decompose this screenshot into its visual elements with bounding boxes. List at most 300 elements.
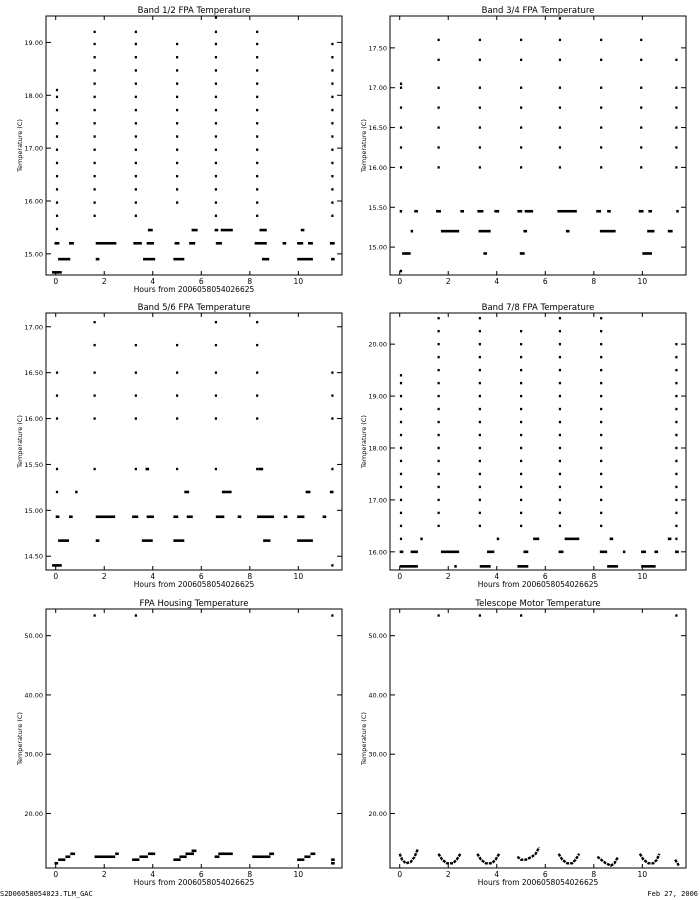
data-point: [520, 166, 522, 168]
data-run: [331, 858, 335, 861]
data-run: [297, 858, 304, 861]
data-point: [600, 369, 602, 371]
data-point: [94, 82, 96, 84]
data-point: [94, 43, 96, 45]
x-tick-label: 6: [542, 572, 548, 581]
data-point: [479, 499, 481, 501]
data-point: [56, 417, 58, 419]
data-run: [441, 551, 459, 554]
y-tick-label: 19.00: [24, 38, 43, 47]
data-run: [639, 210, 644, 213]
data-point: [256, 371, 258, 373]
y-tick-label: 16.00: [24, 415, 43, 424]
data-point: [600, 330, 602, 332]
data-point: [600, 525, 602, 527]
chart-panel-4: [360, 303, 686, 589]
data-point: [438, 447, 440, 449]
data-point: [56, 135, 58, 137]
data-run: [54, 862, 58, 865]
data-run: [600, 551, 607, 554]
data-point: [135, 31, 137, 33]
data-point: [135, 96, 137, 98]
data-point: [600, 126, 602, 128]
data-point: [56, 188, 58, 190]
data-point: [400, 486, 402, 488]
data-point: [256, 417, 258, 419]
data-point: [400, 146, 402, 148]
data-point: [135, 394, 137, 396]
data-point: [520, 356, 522, 358]
data-run: [520, 252, 525, 255]
data-point: [331, 82, 333, 84]
data-point: [400, 421, 402, 423]
data-point: [559, 512, 561, 514]
data-run: [173, 258, 184, 261]
data-run: [65, 855, 70, 858]
data-point: [56, 215, 58, 217]
data-point: [135, 56, 137, 58]
data-point: [559, 486, 561, 488]
data-point: [135, 188, 137, 190]
x-tick-label: 2: [101, 572, 107, 581]
data-point: [520, 395, 522, 397]
x-tick-label: 8: [247, 572, 253, 581]
data-curve: [439, 854, 461, 864]
data-point: [438, 525, 440, 527]
data-point: [215, 175, 217, 177]
y-tick-label: 20.00: [368, 340, 387, 349]
data-run: [420, 538, 422, 541]
x-axis-label: Hours from 2006058054026625: [477, 878, 599, 887]
data-run: [216, 242, 222, 245]
data-point: [135, 175, 137, 177]
data-point: [400, 499, 402, 501]
data-point: [438, 126, 440, 128]
data-point: [135, 215, 137, 217]
data-point: [438, 87, 440, 89]
data-run: [269, 852, 274, 855]
data-run: [54, 242, 59, 245]
data-run: [70, 852, 75, 855]
data-run: [411, 230, 413, 233]
data-point: [520, 59, 522, 61]
data-run: [557, 210, 576, 213]
data-point: [331, 614, 333, 616]
y-tick-label: 15.50: [368, 203, 387, 212]
data-point: [256, 69, 258, 71]
data-point: [438, 614, 440, 616]
data-point: [400, 473, 402, 475]
data-point: [176, 82, 178, 84]
data-point: [400, 83, 402, 85]
y-tick-label: 40.00: [24, 691, 43, 700]
data-point: [331, 149, 333, 151]
data-point: [215, 417, 217, 419]
chart-panel-1: [16, 6, 342, 294]
x-tick-label: 6: [198, 870, 204, 879]
data-run: [142, 539, 153, 542]
data-run: [216, 515, 224, 518]
data-point: [559, 330, 561, 332]
data-point: [94, 135, 96, 137]
data-point: [215, 122, 217, 124]
data-point: [94, 96, 96, 98]
data-point: [520, 512, 522, 514]
data-point: [215, 31, 217, 33]
x-tick-label: 0: [397, 870, 403, 879]
data-point: [56, 175, 58, 177]
y-tick-label: 15.00: [24, 506, 43, 515]
data-run: [184, 491, 189, 494]
data-run: [523, 551, 528, 554]
data-point: [94, 394, 96, 396]
data-point: [215, 321, 217, 323]
data-point: [600, 106, 602, 108]
x-tick-label: 4: [150, 277, 156, 286]
data-point: [135, 201, 137, 203]
data-point: [215, 96, 217, 98]
data-run: [69, 242, 74, 245]
data-point: [559, 317, 561, 319]
data-run: [533, 538, 539, 541]
x-axis-label: Hours from 2006058054026625: [133, 580, 255, 589]
data-point: [640, 39, 642, 41]
data-point: [94, 201, 96, 203]
data-point: [256, 162, 258, 164]
data-run: [189, 242, 195, 245]
data-point: [331, 69, 333, 71]
data-point: [256, 321, 258, 323]
data-point: [559, 356, 561, 358]
data-run: [330, 491, 334, 494]
data-point: [176, 344, 178, 346]
data-point: [559, 434, 561, 436]
data-run: [517, 565, 528, 568]
chart-panel-2: [360, 6, 686, 286]
data-point: [675, 447, 677, 449]
data-point: [640, 146, 642, 148]
data-point: [94, 614, 96, 616]
data-point: [438, 499, 440, 501]
data-point: [479, 317, 481, 319]
data-point: [215, 188, 217, 190]
x-tick-label: 0: [53, 870, 59, 879]
y-axis-label: Temperature (C): [16, 415, 24, 468]
y-tick-label: 15.50: [24, 460, 43, 469]
data-point: [520, 146, 522, 148]
data-point: [215, 69, 217, 71]
data-point: [675, 382, 677, 384]
data-run: [69, 515, 73, 518]
data-point: [559, 17, 561, 19]
data-point: [675, 59, 677, 61]
data-point: [479, 395, 481, 397]
y-tick-label: 14.50: [24, 552, 43, 561]
data-point: [331, 394, 333, 396]
data-run: [255, 242, 267, 245]
data-run: [331, 258, 335, 261]
data-point: [438, 59, 440, 61]
data-point: [559, 395, 561, 397]
y-tick-label: 17.00: [368, 84, 387, 93]
y-tick-label: 16.50: [368, 124, 387, 133]
data-point: [256, 31, 258, 33]
data-point: [559, 525, 561, 527]
y-axis-label: Temperature (C): [360, 415, 368, 468]
data-point: [331, 564, 333, 566]
data-point: [135, 417, 137, 419]
data-run: [173, 858, 180, 861]
data-point: [135, 122, 137, 124]
data-point: [520, 126, 522, 128]
data-point: [56, 89, 58, 91]
data-point: [600, 39, 602, 41]
data-run: [441, 230, 459, 233]
y-axis-label: Temperature (C): [360, 119, 368, 172]
data-point: [559, 460, 561, 462]
data-run: [517, 210, 522, 213]
x-tick-label: 10: [293, 277, 304, 286]
data-point: [479, 382, 481, 384]
data-point: [176, 468, 178, 470]
y-tick-label: 18.00: [24, 91, 43, 100]
data-point: [479, 525, 481, 527]
data-point: [438, 486, 440, 488]
data-point: [600, 317, 602, 319]
chart-panel-3: [16, 303, 342, 589]
x-tick-label: 0: [397, 277, 403, 286]
data-point: [479, 356, 481, 358]
x-tick-label: 2: [445, 870, 451, 879]
plot-frame: [390, 609, 686, 868]
data-point: [520, 106, 522, 108]
chart-title: Band 3/4 FPA Temperature: [481, 6, 595, 16]
data-run: [411, 551, 418, 554]
data-run: [675, 551, 679, 554]
data-run: [596, 210, 601, 213]
data-run: [668, 538, 672, 541]
data-point: [675, 126, 677, 128]
data-point: [438, 39, 440, 41]
data-run: [641, 565, 656, 568]
y-tick-label: 16.00: [368, 548, 387, 557]
data-point: [331, 417, 333, 419]
data-point: [520, 330, 522, 332]
data-point: [675, 538, 677, 540]
data-point: [479, 330, 481, 332]
data-point: [94, 188, 96, 190]
data-point: [94, 417, 96, 419]
y-tick-label: 17.00: [368, 496, 387, 505]
data-run: [642, 252, 652, 255]
data-point: [331, 109, 333, 111]
data-point: [479, 434, 481, 436]
data-point: [520, 614, 522, 616]
data-point: [135, 468, 137, 470]
data-point: [56, 394, 58, 396]
data-run: [96, 539, 100, 542]
data-point: [215, 468, 217, 470]
y-tick-label: 16.50: [24, 369, 43, 378]
data-run: [647, 230, 654, 233]
data-point: [520, 343, 522, 345]
data-point: [400, 126, 402, 128]
data-point: [559, 447, 561, 449]
data-point: [559, 146, 561, 148]
data-point: [176, 417, 178, 419]
data-point: [94, 162, 96, 164]
x-tick-label: 6: [542, 870, 548, 879]
data-run: [323, 515, 327, 518]
data-point: [640, 166, 642, 168]
data-point: [600, 434, 602, 436]
data-point: [600, 87, 602, 89]
x-tick-label: 8: [591, 277, 597, 286]
data-point: [135, 82, 137, 84]
data-run: [668, 230, 673, 233]
data-point: [479, 166, 481, 168]
data-point: [675, 460, 677, 462]
data-point: [331, 162, 333, 164]
data-run: [133, 242, 141, 245]
data-point: [675, 512, 677, 514]
data-point: [94, 321, 96, 323]
data-point: [520, 434, 522, 436]
data-run: [306, 491, 311, 494]
y-tick-label: 17.00: [24, 144, 43, 153]
x-tick-label: 8: [591, 870, 597, 879]
data-point: [675, 525, 677, 527]
data-point: [56, 122, 58, 124]
data-point: [479, 369, 481, 371]
data-run: [283, 242, 287, 245]
data-run: [147, 242, 154, 245]
x-tick-label: 0: [53, 277, 59, 286]
data-run: [559, 551, 564, 554]
data-run: [238, 515, 242, 518]
data-run: [192, 229, 198, 232]
data-point: [675, 408, 677, 410]
data-point: [600, 395, 602, 397]
data-point: [400, 374, 402, 376]
footer-date: Feb 27, 2006: [647, 890, 698, 898]
data-point: [56, 491, 58, 493]
data-run: [297, 258, 313, 261]
data-point: [520, 525, 522, 527]
data-point: [215, 16, 217, 18]
data-point: [438, 408, 440, 410]
data-point: [215, 109, 217, 111]
data-point: [520, 382, 522, 384]
data-point: [520, 447, 522, 449]
data-point: [176, 188, 178, 190]
data-curve: [559, 854, 580, 864]
data-run: [75, 491, 77, 494]
x-tick-label: 2: [101, 277, 107, 286]
data-point: [675, 395, 677, 397]
data-point: [479, 447, 481, 449]
data-point: [479, 87, 481, 89]
data-run: [400, 210, 402, 213]
data-run: [222, 491, 232, 494]
data-point: [176, 201, 178, 203]
data-run: [56, 515, 60, 518]
data-curve: [400, 849, 418, 863]
x-tick-label: 6: [198, 572, 204, 581]
data-point: [331, 96, 333, 98]
data-point: [479, 59, 481, 61]
data-run: [525, 210, 533, 213]
data-point: [438, 434, 440, 436]
data-point: [479, 486, 481, 488]
data-run: [132, 515, 138, 518]
data-point: [176, 96, 178, 98]
data-point: [559, 126, 561, 128]
data-point: [640, 126, 642, 128]
data-point: [559, 382, 561, 384]
data-run: [297, 515, 304, 518]
data-point: [331, 56, 333, 58]
y-tick-label: 50.00: [24, 632, 43, 641]
data-point: [400, 538, 402, 540]
data-point: [675, 434, 677, 436]
data-point: [176, 69, 178, 71]
y-tick-label: 40.00: [368, 691, 387, 700]
data-point: [438, 166, 440, 168]
data-point: [675, 87, 677, 89]
data-point: [56, 468, 58, 470]
chart-title: Band 1/2 FPA Temperature: [137, 6, 251, 16]
data-point: [176, 162, 178, 164]
data-point: [438, 330, 440, 332]
y-tick-label: 30.00: [368, 750, 387, 759]
data-point: [559, 166, 561, 168]
data-point: [438, 473, 440, 475]
data-point: [400, 166, 402, 168]
data-point: [176, 149, 178, 151]
x-tick-label: 8: [247, 870, 253, 879]
data-run: [175, 242, 180, 245]
data-run: [284, 515, 288, 518]
data-run: [260, 229, 267, 232]
data-point: [438, 317, 440, 319]
data-point: [438, 356, 440, 358]
data-run: [297, 539, 313, 542]
data-point: [400, 408, 402, 410]
data-point: [479, 460, 481, 462]
data-point: [400, 87, 402, 89]
data-point: [56, 149, 58, 151]
data-point: [331, 468, 333, 470]
y-tick-label: 15.00: [368, 243, 387, 252]
data-run: [607, 565, 618, 568]
data-point: [400, 512, 402, 514]
data-point: [559, 39, 561, 41]
data-point: [559, 106, 561, 108]
data-run: [301, 229, 305, 232]
data-run: [147, 515, 154, 518]
data-point: [135, 614, 137, 616]
data-point: [559, 87, 561, 89]
data-point: [400, 460, 402, 462]
data-point: [675, 343, 677, 345]
data-run: [145, 468, 149, 471]
x-tick-label: 10: [293, 572, 304, 581]
chart-title: Band 7/8 FPA Temperature: [481, 303, 595, 313]
data-point: [675, 146, 677, 148]
x-tick-label: 2: [101, 870, 107, 879]
x-axis-label: Hours from 2006058054026625: [133, 878, 255, 887]
